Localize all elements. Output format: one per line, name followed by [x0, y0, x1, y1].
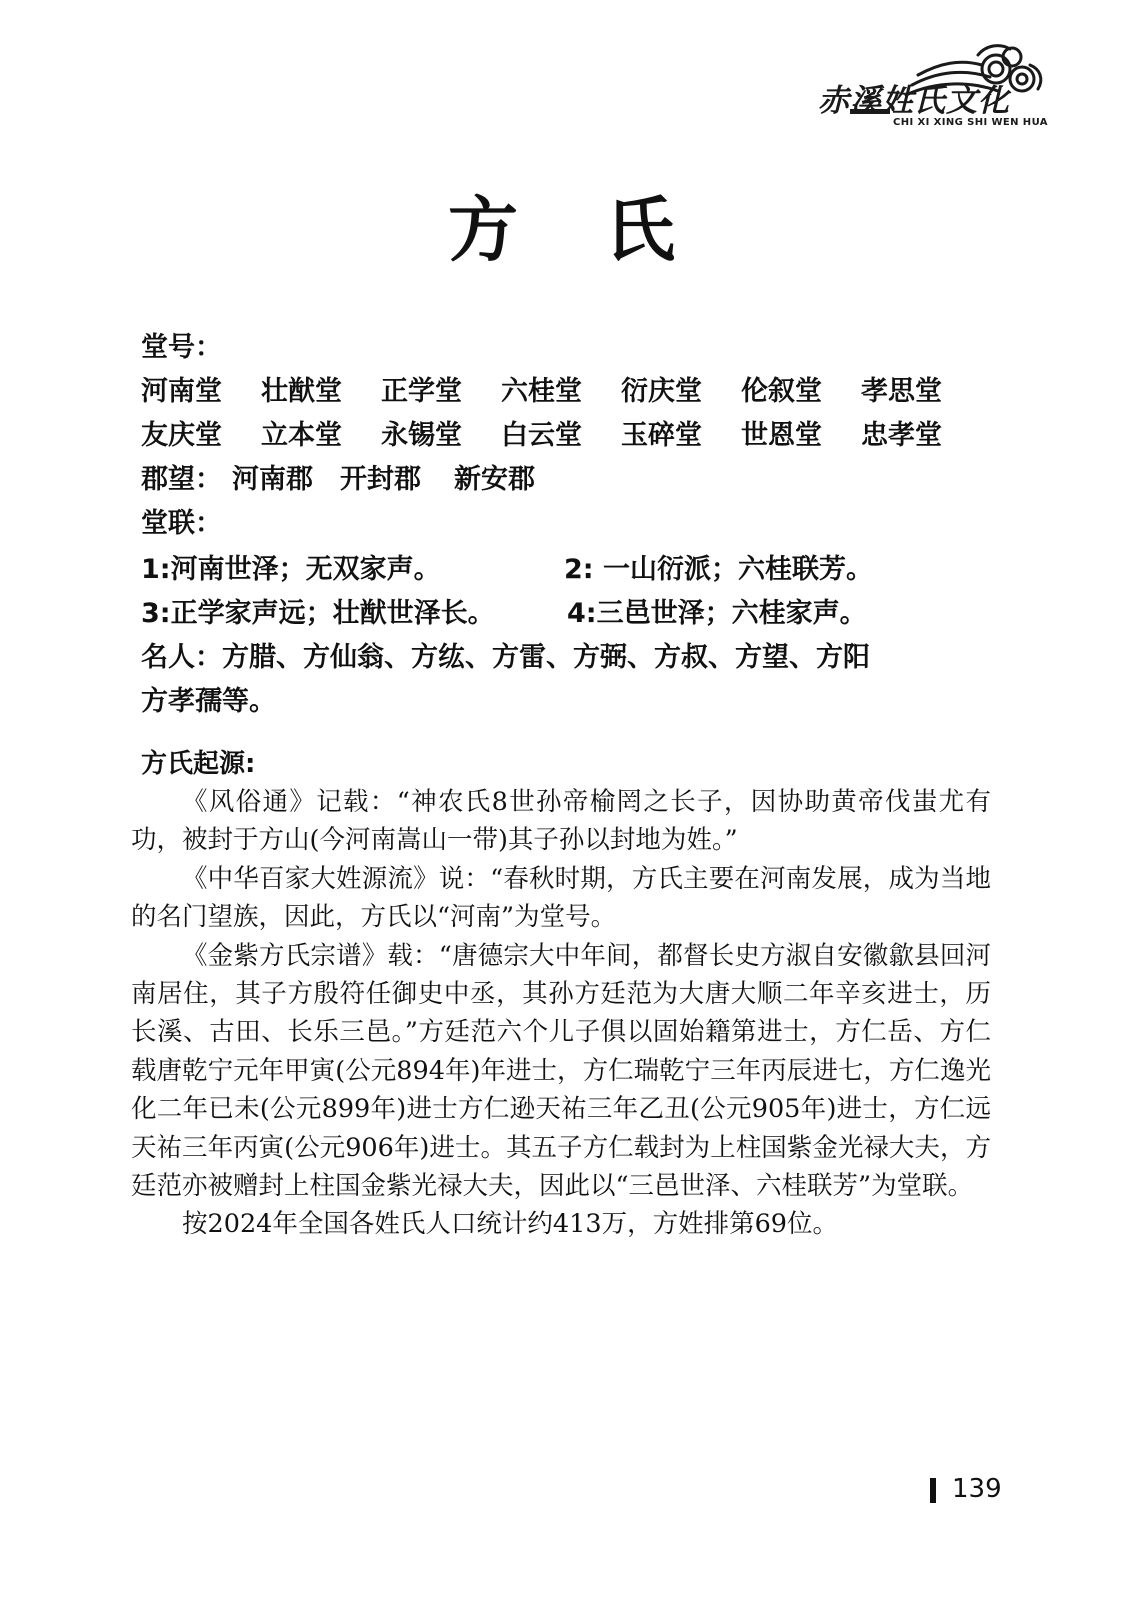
hall-name: 白云堂	[501, 420, 582, 451]
origin-paragraph: 《金紫方氏宗谱》载：“唐德宗大中年间，都督长史方淑自安徽歙县回河南居住，其子方殷符任御史中丞，其孙方廷范为大唐大顺二年辛亥进士，历长溪、古田、长乐三邑。”方廷范六个儿子俱以固始籍第进士，方仁岳、方仁载唐乾宁元年甲寅(公元894年)年进士，方仁瑞乾宁三年丙辰进七，方仁逸光化二年已未(公元899年)进士方仁逊天祐三年乙丑(公元905年)进士，方仁远天祐三年丙寅(公元906年)进士。其五子方仁载封为上柱国紫金光禄大夫，方廷范亦被赠封上柱国金紫光禄大夫，因此以“三邑世泽、六桂联芳”为堂联。	[131, 940, 991, 1202]
origin-paragraph: 《中华百家大姓源流》说：“春秋时期，方氏主要在河南发展，成为当地的名门望族，因此，方氏以“河南”为堂号。	[131, 863, 991, 933]
couplet-1: 1:河南世泽；无双家声。	[141, 554, 441, 585]
brand-pinyin: CHI XI XING SHI WEN HUA	[893, 117, 1048, 128]
junwang-item: 新安郡	[454, 464, 535, 495]
hall-names-row-1	[141, 369, 1001, 405]
page-title	[0, 185, 1125, 275]
title-char-1: 方	[448, 189, 520, 271]
famous-line-1: 名人：方腊、方仙翁、方纮、方雷、方弼、方叔、方望、方阳	[141, 642, 870, 673]
hall-name: 正学堂	[381, 376, 462, 407]
junwang-item: 河南郡	[232, 464, 313, 495]
origin-body	[131, 783, 991, 1244]
hall-name: 孝思堂	[861, 376, 942, 407]
hall-name: 友庆堂	[141, 420, 222, 451]
header-logo	[800, 35, 1050, 135]
junwang-row	[141, 457, 1001, 493]
couplet-3: 3:正学家声远；壮猷世泽长。	[141, 598, 495, 629]
junwang-item: 开封郡	[340, 464, 421, 495]
hall-name: 永锡堂	[381, 420, 462, 451]
hall-name: 衍庆堂	[621, 376, 702, 407]
hall-name: 壮猷堂	[261, 376, 342, 407]
brand-name: 赤溪姓氏文化	[818, 83, 1010, 119]
page-number-bar	[930, 1478, 936, 1503]
couplet-4: 4:三邑世泽；六桂家声。	[567, 598, 867, 629]
hall-name: 忠孝堂	[861, 420, 942, 451]
famous-line-2: 方孝孺等。	[141, 686, 276, 717]
hall-name: 立本堂	[261, 420, 342, 451]
junwang-label: 郡望：	[141, 464, 222, 495]
hall-label: 堂号：	[141, 332, 222, 363]
couplet-2: 2: 一山衍派；六桂联芳。	[564, 554, 873, 585]
hall-name: 河南堂	[141, 376, 222, 407]
page-number: 139	[952, 1474, 1002, 1504]
couplets-row-2	[141, 591, 1001, 627]
hall-name: 世恩堂	[741, 420, 822, 451]
hall-name: 玉碎堂	[621, 420, 702, 451]
origin-paragraph: 按2024年全国各姓氏人口统计约413万，方姓排第69位。	[182, 1209, 839, 1240]
couplets-label: 堂联：	[141, 508, 222, 539]
title-char-2: 氏	[605, 189, 677, 271]
hall-name: 六桂堂	[501, 376, 582, 407]
origin-paragraph: 《风俗通》记载：“神农氏8世孙帝榆罔之长子，因协助黄帝伐蚩尤有功，被封于方山(今河南嵩山一带)其子孙以封地为姓。”	[131, 787, 991, 856]
hall-names-row-2	[141, 413, 1001, 449]
couplets-row-1	[141, 547, 1001, 583]
hall-name: 伦叙堂	[741, 376, 822, 407]
origin-heading: 方氏起源:	[141, 749, 256, 779]
